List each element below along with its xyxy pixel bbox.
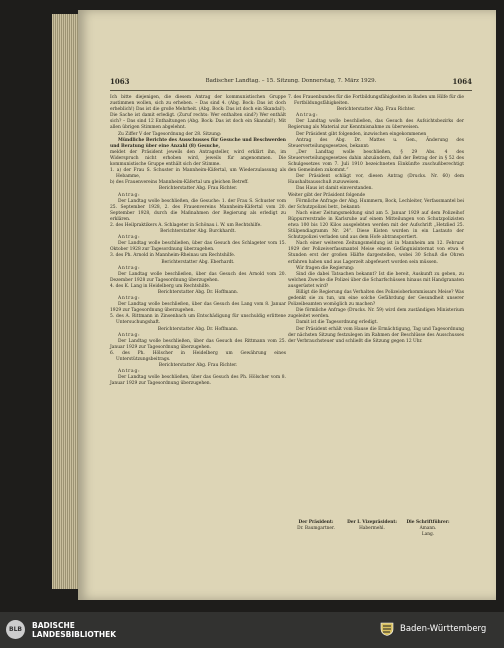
paragraph: Der Präsident gibt folgenden, inzwischen eingekommenen (296, 131, 427, 137)
paragraph: Antrag: (118, 235, 141, 241)
coat-of-arms-icon (380, 622, 394, 636)
page-number-left: 1063 (110, 77, 130, 86)
paragraph: Antrag des Abg. Dr. Mattes u. Gen., Änderung des Steuerverteilungsgesetzes, bekannt: (288, 137, 464, 149)
left-text-column (110, 95, 286, 388)
paragraph: Ich bitte diejenigen, die diesem Antrag der kommunistischen Gruppe zustimmen wollen, sich zu erheben. – Das sind 4. (Abg. Bock: Das ist doch erheblich!) Das ist die große Mehrheit. (Abg. Bock: Das ist doch ein Skandal!). Die Sache ist damit erledigt. (Zuruf rechts: Wer enthalten sind?) Wer enthält sich? – Das sind 12 Enthaltungen (Abg. Bock: Das ist doch ein Skandal!). Mit allen übrigen Stimmen abgelehnt. (110, 95, 286, 131)
paragraph: Förmliche Anfrage der Abg. Hummern, Bock, Lechleiter, Verfassmantel bei der Schutzpolizei betr., bekannt: (288, 198, 464, 210)
paragraph: Antrag: (118, 332, 141, 338)
paragraph: Antrag: (118, 296, 141, 302)
paragraph: Der Landtag wolle beschließen, über das Gesuch des Rittmann vom 25. Januar 1929 zur Tagesordnung überzugehen. (110, 338, 286, 350)
paragraph: Berichterstatter Abg. Frau Richter. (158, 363, 238, 369)
paragraph: Berichterstatter Abg. Frau Richter. (336, 107, 416, 113)
paragraph: Der Landtag wolle beschließen, das Gesuch des Aufsichtsbezirks der Regierung als Material zur Kenntnisnahme zu überweisen. (288, 119, 464, 131)
paragraph: Antrag: (118, 265, 141, 271)
paragraph: Antrag: (118, 192, 141, 198)
paragraph: Der Präsident erhält vom Hause die Ermächtigung, Tag und Tagesordnung der nächsten Sitzung festzulegen im Rahmen der Beschlüsse des Ausschusses der Verbrauchsteuer und schließt die Sitzung gegen 12 Uhr. (288, 326, 464, 344)
paragraph: Billigt die Regierung das Verhalten des Polizeioberkommissars Meise? Was gedenkt sie zu tun, um eine solche Gefährdung der Gesundheit unserer Polizeibeamten womöglich zu machen? (288, 290, 464, 308)
paragraph: Sind die dabei Tatsachen bekannt? Ist die bereit, Auskunft zu geben, zu welchen Zwecke die Polizei über die Scharfschüssen hinaus mit Handgranaten ausgerüstet wird? (288, 271, 464, 289)
blb-logo-icon[interactable]: BLB (6, 620, 25, 639)
paragraph: Antrag: (296, 113, 319, 119)
paragraph: Nach einer weiteren Zeitungsmeldung ist in Mannheim am 12. Februar 1929 der Polizeiverfassmantel Meise einem Gefängnisinternat von etwa 4 Stunden erst der großen Hälfte dargestellen, wobei 30 Schuß die Ohren erfahren haben und aus Lagerzelt abgefeuert worden sein müssen. (288, 241, 464, 265)
paragraph: Der Landtag wolle beschließen, über das Gesuch des Ph. Hölscher vom 8. Januar 1929 zur Tagesordnung überzugehen. (110, 375, 286, 387)
paragraph: 1. a) der Frau S. Schuster in Mannheim-Käfertal, um Wiederzulassung als Hebamme, (110, 168, 286, 180)
paragraph: meldet der Präsident jeweils den Antragsteller, wird erklärt ihn, im Widerspruch nicht erhoben wird, jeweils für angenommen. Die kommunistische Gruppe enthält sich der Stimme. (110, 149, 286, 168)
library-name[interactable]: BADISCHE LANDESBIBLIOTHEK (32, 621, 117, 639)
paragraph: 7. des Frauenbundes für die Fortbildungsfähigkeiten in Baden um Hilfe für die Fortbildungsfähigkeiten. (288, 95, 464, 107)
state-name[interactable]: Baden-Württemberg (400, 624, 487, 634)
paragraph: Berichterstatter Abg. Dr. Hoffmann. (157, 290, 239, 295)
paragraph: „Der Landtag wolle beschließen, § 29 Abs. 4 des Steuerverteilungsgesetzes dahin abzuändern, daß der Betrag der in § 52 des Schulgesetzes vom 7. Juli 1910 bezeichneten Einkünfte zuschußberechtigt den Gemeinden zukommt.“ (288, 149, 464, 174)
paragraph: Der Landtag wolle beschließen, über das Gesuch des Schlageter vom 15. Oktober 1928 zur Tagesordnung überzugehen. (110, 241, 286, 253)
paragraph: Antrag: (118, 369, 141, 375)
page-number-right: 1064 (452, 77, 472, 86)
paragraph: 3. des Ph. Arnold in Mannheim-Rheinau um Rechtshilfe. (110, 253, 236, 259)
footer-bar (0, 612, 504, 648)
signature-secretaries: Die Schriftführer: Amann. Lang. (406, 520, 450, 537)
paragraph: Damit ist die Tagesordnung erledigt. (296, 320, 378, 326)
header-rule (110, 90, 472, 91)
paragraph: Der Präsident schlägt vor, diesen Antrag (Drucks. Nr. 60) dem Haushaltsausschuß zuzuweisen. (288, 174, 464, 186)
paragraph: Zu Ziffer V der Tagesordnung der 28. Sitzung: (118, 131, 222, 137)
paragraph: 4. des K. Lang in Heidelberg um Rechtshilfe. (110, 283, 211, 289)
paragraph: 2. des Heilpraktikers A. Schlageter in Schönau i. W. um Rechtshilfe. (110, 222, 262, 228)
paragraph: Der Landtag wolle beschließen, über das Gesuch des Arnold vom 20. Dezember 1928 zur Tagesordnung überzugehen. (110, 271, 286, 283)
signature-president: Der Präsident: Dr. Baumgartner. (297, 520, 335, 531)
paragraph: 6. des Ph. Hölscher in Heidelberg um Gewährung eines Unterstützungsbeitrags. (110, 350, 286, 363)
paragraph: Berichterstatter Abg. Dr. Hoffmann. (157, 326, 239, 332)
paragraph: Nach einer Zeitungsmeldung sind am 5. Januar 1929 auf dem Polizeihof Rüppurrerstraße in Karlsruhe auf einem Mitteilungen von Schutzpolizisten etwa 100 bis 120 Kilos ausgelebten werden mit der Aufschrift „Hetzlied 25. Stülpendiagramm Nr. 24“. Diese Kisten wurden in ein Lastauto der Schutzpolizei verladen und aus dem Hofe abtransportiert. (288, 210, 464, 241)
paragraph: Das Haus ist damit einverstanden. (296, 186, 373, 192)
running-header (110, 77, 472, 87)
signature-block (288, 520, 464, 538)
paragraph: b) des Frauenvereins Mannheim-Käfertal um gleichen Betreff. (110, 180, 249, 186)
paragraph: Der Landtag wolle beschließen, die Gesuche: 1. der Frau S. Schuster vom 25. September 1928, 2. des Frauenvereins Mannheim-Käfertal vom 20. September 1928, durch die Maßnahmen der Regierung als erledigt zu erklären. (110, 198, 286, 222)
header-title: Badischer Landtag. – 15. Sitzung. Donnerstag, 7. März 1929. (205, 78, 377, 84)
paragraph: Berichterstatter Abg. Burckhardt. (160, 229, 236, 235)
paragraph: Mündliche Berichte des Ausschusses für Gesuche und Beschwerden und Beratung über eine Anzahl (8) Gesuche, (110, 137, 286, 149)
paragraph: 5. des A. Rittmann in Zinsenbach um Entschädigung für unschuldig erlittene Untersuchungshaft. (110, 314, 286, 326)
paragraph: Berichterstatter Abg. Frau Richter. (158, 186, 238, 192)
paragraph: Der Landtag wolle beschließen, über das Gesuch des Lang vom 8. Januar 1929 zur Tagesordnung überzugehen. (110, 302, 286, 314)
paragraph: Berichterstatter Abg. Eberhardt. (161, 259, 235, 265)
paragraph: Wir fragen die Regierung: (296, 265, 355, 271)
paragraph: Die förmliche Anfrage (Drucks. Nr. 59) wird dem zuständigen Ministerium zugeleitet werden. (288, 308, 464, 320)
signature-vice-president: Der I. Vizepräsident: Habermehl. (347, 520, 397, 531)
right-text-column (288, 95, 464, 345)
paragraph: Weiter gibt der Präsident folgende (288, 192, 366, 198)
